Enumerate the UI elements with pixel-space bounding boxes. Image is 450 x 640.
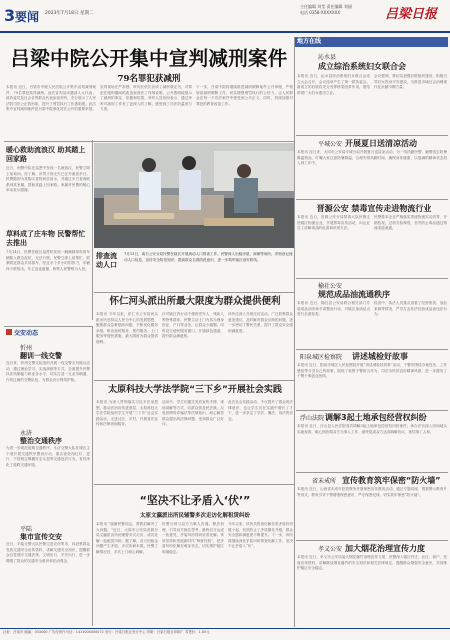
story-body: 为进一步规范道路交通秩序，永济交警大队在城区主干道开展交通秩序整治行动，重点查处闯红灯、逆行、不按规定佩戴安全头盔等交通违法行为，有效净化了道路交通环境。 xyxy=(6,446,90,467)
section-rule xyxy=(296,278,448,279)
page-header xyxy=(0,0,450,33)
section-rule xyxy=(296,540,448,541)
story-place: 省未戒所 xyxy=(312,478,337,485)
section-rule xyxy=(4,141,294,142)
story-place: 孝义公安 xyxy=(318,546,343,553)
section-marker xyxy=(6,329,12,335)
story-headline: “坚决不让矛盾入‘伏’” xyxy=(139,494,251,507)
story-place: 永济 xyxy=(20,430,33,437)
story-body: 民警要求企业严格落实寄递物流实名收寄、开箱验视、过机安检制度，坚决防止毒品通过物流渠道流通。 xyxy=(374,215,447,230)
section-rule xyxy=(296,135,448,136)
section-rule xyxy=(296,349,448,350)
column-rule xyxy=(294,37,295,627)
story-headline: 开展夏日送清凉活动 xyxy=(345,139,417,148)
story-headline: 怀仁河头派出所最大限度为群众提供便利 xyxy=(109,296,281,307)
story-headline: 宣传教育筑牢保密“防火墙” xyxy=(342,476,441,485)
story-body: 本报讯 近日，榆社县公安局联合相关部门开展成品油市场专项整治行动，对辖区加油站点进行全面检查。 xyxy=(297,301,370,316)
lead-body-col3: 下一步，吕梁中院将继续推进减刑假释案件公开审理，严格规范减刑假释工作，切实增强刑罚执行的公信力，让人民群众在每一个司法案件中感受到公平正义。同时，持续加强对罪犯的教育改造工作。 xyxy=(196,85,293,106)
lead-body-col1: 本报讯 近日，吕梁市中级人民法院公开集中宣判减刑案件，79名罪犯获得减刑。此次宣判活动邀请人大代表、政协委员及社会各界群众代表参加旁听，充分展示了人民法院司法公正的形象，提升了刑罚执行工作透明度。此次集中宣判减刑案件是吕梁中院深化司法公开的重要举措。 xyxy=(6,85,96,111)
story-body: 本报讯 连日来，大同市公安局平城分局开展夏日送清凉活动，为一线执勤民警、辅警送去防暑降温物品，叮嘱大家注意防暑降温，合理安排执勤时间，确保身体健康，以饱满的精神状态投入到工作中。 xyxy=(297,150,447,165)
story-place: 沁水县 xyxy=(318,54,337,61)
story-headline: 太原科技大学法学院“三下乡”开展社会实践 xyxy=(108,385,282,395)
story-place: 忻州 xyxy=(20,345,33,352)
story-body: 活动中，学生们通过发放宣传手册、现场讲解等方式，向群众普及民法典、反电信网络诈骗法等法律知识，耐心解答群众提出的法律问题，受到群众广泛好评。 xyxy=(162,400,224,426)
story-body: 民警分别与双方当事人沟通，释法析理，引导双方换位思考，最终双方达成一致意见，矛盾纠纷得到妥善化解。该所坚持和发展新时代“枫桥经验”，把矛盾纠纷化解在萌芽状态，切实维护辖区和谐稳定。 xyxy=(162,522,224,554)
story-headline: 整治交通秩序 xyxy=(20,437,62,445)
story-headline: 暖心救助流浪汉 助其踏上回家路 xyxy=(6,146,86,163)
story-body: 本报讯 近日，山西省未成年犯管教所开展保密宣传教育活动，通过专题讲座、观看警示教育片等形式，教育引导干警增强保密意识，严守保密纪律，切实筑牢保密“防火墙”。 xyxy=(297,487,447,497)
photo-caption: 7月13日，离石公安分局民警在辖区开展流动人口排查工作。民警深入出租房屋、商铺等场所，详细登记流动人口信息，宣传安全防范知识，提高群众自我防范意识，进一步筑牢辖区治安防线。 xyxy=(124,252,293,262)
story-body: 会议强调，要切实加强妇联组织建设，积极引导妇女投身平安建设，为推进市域社会治理现代化贡献巾帼力量。 xyxy=(374,74,447,89)
story-body: 近日，刑警中队在巡逻中发现一名流浪汉，民警立即上前询问。经了解，该男子因走失已在外流浪多日。民警随即为其购买食物和饮用水，并通过多方查询联系到其家属，帮助其踏上回家路。家属对民警的暖心举动表示感谢。 xyxy=(6,166,90,192)
story-body: 此次社会实践活动，不仅提升了群众的法律意识，也让学生们在实践中增长了才干，进一步坚定了学法、懂法、用法的信念。 xyxy=(228,400,293,421)
photo-caption-title: 排查流动人口 xyxy=(96,252,117,269)
section-rule xyxy=(296,410,448,411)
editor-info: 主任编辑 刘莹 责任编辑 刘丽 电话 0358-XXXXXXX xyxy=(300,4,352,15)
story-body: 针对辖区内行动不便的老年人、残疾人等特殊群体，民警主动上门为其办理身份证、户口等业务，让群众少跑腿。同时设立便民服务窗口，开通绿色通道，提升群众满意度。 xyxy=(162,312,224,338)
story-body: 近日，平陆交警大队民警走进农村集市，向赶集群众发放交通安全宣传资料，讲解交通安全知识，提醒群众自觉遵守交通法规，文明出行，平安出行，进一步增强了群众的交通安全意识和法治观念。 xyxy=(6,542,90,563)
story-body: 连日来，忻州交警支队组织开展一线交警全员练兵活动，通过理论学习、实战演练等方式，全面提升民警执法执勤能力和业务水平，切实打造一支业务精通、作风过硬的交警队伍，为群众出行保驾护航。 xyxy=(6,361,90,382)
lead-headline: 吕梁中院公开集中宣判减刑案件 xyxy=(10,47,288,70)
story-headline: 集市宣传交安 xyxy=(20,533,62,541)
section-rule xyxy=(296,199,448,200)
story-headline: 成立综治系统妇女联合会 xyxy=(318,62,406,71)
story-body: 本报讯 近日，阳泉市城区人民检察院开展“讲述城检好故事”活动，干警们围绕办案经历、工作感悟等分享自己的故事，展现了检察干警担当作为、司法为民的良好精神风貌，进一步激发了干警干事创业热情。 xyxy=(297,363,447,378)
header-rule xyxy=(0,31,450,33)
story-place: 浮山法院 xyxy=(300,415,325,422)
section-rule xyxy=(296,472,448,473)
section-rule xyxy=(94,380,294,381)
story-place: 平城公安 xyxy=(318,141,343,148)
story-body: 本报讯 为深入贯彻落实习近平法治思想，推动法治宣传进基层，太原科技大学法学院组织学生开展“三下乡”社会实践活动，走进社区、乡村，开展普法宣传和法律咨询服务。 xyxy=(96,400,158,426)
section-rule xyxy=(94,484,294,485)
column-rule xyxy=(92,140,93,320)
column-rule xyxy=(92,326,93,626)
story-headline: 草料成了庄车物 民警帮忙去推出 xyxy=(6,230,86,247)
section-rule xyxy=(94,292,294,293)
story-body: 本报讯 近日，沁水县综治系统妇女联合会成立大会召开，会议选举产生了第一届执委会。新成立的妇联将充分发挥桥梁纽带作用，团结带领广大妇女建功立业。 xyxy=(297,74,370,95)
story-body: 该所还深入开展走访活动，广泛收集群众意见建议，及时解决群众反映的问题，进一步密切了警民关系，提升了群众安全感和满意度。 xyxy=(228,312,293,333)
story-headline: 加大烟花治理宣传力度 xyxy=(345,544,425,553)
story-place: 平陆 xyxy=(20,526,33,533)
story-body: 本报讯 近日，晋源公安分局禁毒大队民警走进辖区物流企业，开展禁毒宣传活动，向企业员工讲解毒品的危害和识别方法。 xyxy=(297,215,370,230)
page-footer: 社址：吕梁市 邮编：033000 广告经营许可证：1411004000072 发行：吕梁日报社发行中心 印刷：吕梁日报社印刷厂 零售价：1.00元 xyxy=(0,628,450,640)
issue-date: 2023年7月18日 星期二 xyxy=(45,11,94,16)
story-body: 本报讯 今年以来，怀仁市公安局河头派出所坚持以人民为中心的发展思想，聚焦群众急难愁盼问题，不断优化服务举措，推出延时服务、预约服务、上门服务等便民措施，最大限度为群众提供便利。 xyxy=(96,312,158,344)
lead-subheadline: 79名罪犯获减刑 xyxy=(117,74,181,84)
section-number: 3 xyxy=(4,6,16,25)
story-body: 本报讯 近日，浮山县人民法院成功调解3起土地承包经营权纠纷案件。承办法官深入田间地头实地查看，耐心细致做双方当事人工作，最终促成双方达成调解协议，案结事了人和。 xyxy=(297,424,447,434)
news-photo xyxy=(94,143,294,248)
story-body: 本报讯 近日，孝义市公安局加大烟花爆竹治理宣传力度，民警深入辖区村庄、社区、商户，发放宣传资料，讲解燃放烟花爆竹的安全知识和相关法律规定，提醒群众增强安全意识，共同维护辖区安全稳定。 xyxy=(297,555,447,570)
story-headline: 翻训一线交警 xyxy=(20,352,62,360)
newspaper-logo: 吕梁日报 xyxy=(385,7,438,22)
lead-body-col2: 宣判现场庄严肃穆，审判长依次宣读了减刑裁定书，对罪犯在服刑期间的改造表现作了详细说明，公开透明地展示了减刑的事实、依据和结果。旁听人员纷纷表示，通过旁听对减刑工作有了更深入的了解，感受到了司法的温度与力度。 xyxy=(100,85,192,111)
story-subheadline: 太原文瀛派出所民辅警多次走访化解租赁纠纷 xyxy=(139,513,250,519)
section-rule xyxy=(4,326,92,327)
story-body: 本报讯 “谢谢民警同志，帮我们解决了大问题。”近日，太原市公安局晋源分局文瀛派出所民辅警多次走访，成功化解一起租赁纠纷。据了解，双方因租金问题产生矛盾，多次协商未果。民警了解情况后，多次上门耐心调解。 xyxy=(96,522,158,554)
story-place: 阳泉城区检察院 xyxy=(300,354,343,361)
story-headline: 规范成品油流通秩序 xyxy=(318,290,390,299)
section-name: 要闻 xyxy=(15,10,40,24)
story-place: 榆社公安 xyxy=(318,283,343,290)
story-body: 检查中，执法人员重点查看了经营资质、油品来源等情况，严厉打击非法经营成品油违法行为。 xyxy=(374,301,447,316)
story-headline: 调解3起土地承包经营权纠纷 xyxy=(325,413,427,422)
story-body: 今年以来，该所共排查化解各类矛盾纠纷数十起，有效防止了矛盾激化升级，群众安全感和满意度不断提升。下一步，该所将继续深化矛盾纠纷排查化解工作，坚决不让矛盾入“伏”。 xyxy=(228,522,293,548)
story-body: 7月14日，民警在辖区巡逻时发现一辆满载草料的车辆陷入路边泥坑，无法行驶。民警立即上前帮忙，联系附近群众共同推车，经过半个多小时的努力，车辆终于被推出。车主连连道谢，称赞人民警察为人民。 xyxy=(6,250,90,271)
section-kicker: 交安动态 xyxy=(14,330,39,337)
sidebar-section-title: 地方在线 xyxy=(297,38,322,45)
story-headline: 晋源公安 禁毒宣传走进物流行业 xyxy=(316,204,432,213)
story-headline: 讲述城检好故事 xyxy=(352,352,408,361)
